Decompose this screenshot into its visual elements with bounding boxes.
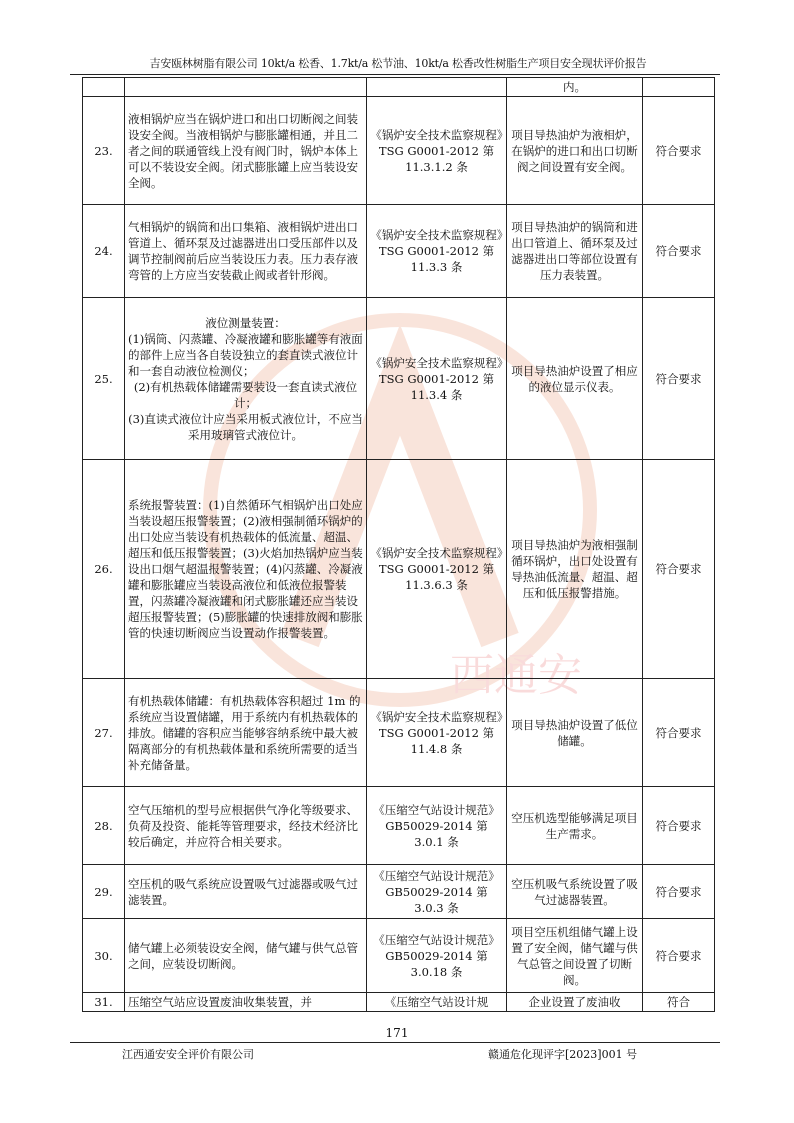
table-row [83, 787, 715, 865]
row-number: 27. [83, 679, 125, 787]
footer-report-code: 赣通危化现评字[2023]001 号 [488, 1048, 638, 1061]
requirement-line: 液位测量装置： [205, 315, 286, 330]
requirement-cell: 气相锅炉的锅筒和出口集箱、液相锅炉进出口管道上、循环泵及过滤器进出口受压部件以及调节控制阀前后应当装设压力表。压力表存液弯管的上方应当安装截止阀或者针形阀。 [125, 205, 367, 298]
result-cell: 符合要求 [643, 865, 715, 919]
table-row [83, 205, 715, 298]
watermark-text: 西通安 [450, 650, 582, 701]
requirement-cell [125, 78, 367, 97]
page-number: 171 [385, 1026, 409, 1040]
row-number: 24. [83, 205, 125, 298]
row-number [83, 78, 125, 97]
situation-cell: 项目导热油炉为液相强制循环锅炉，出口处设置有导热油低流量、超温、超压和低压报警措施。 [507, 460, 643, 679]
requirement-cell [125, 298, 367, 460]
row-number: 29. [83, 865, 125, 919]
requirement-cell: 系统报警装置：(1)自然循环气相锅炉出口处应当装设超压报警装置；(2)液相强制循环锅炉的出口处应当装设有机热载体的低流量、超温、超压和低压报警装置；(3)火焰加热锅炉应当装设出口烟气超温报警装置；(4)闪蒸罐、冷凝液罐和膨胀罐应当装设高液位和低液位报警装置，闪蒸罐冷凝液罐和闭式膨胀罐还应当装设超压报警装置；(5)膨胀罐的快速排放阀和膨胀管的快速切断阀应当设置动作报警装置。 [125, 460, 367, 679]
result-cell: 符合要求 [643, 205, 715, 298]
result-cell: 符合要求 [643, 97, 715, 205]
row-number: 28. [83, 787, 125, 865]
footer-company: 江西通安安全评价有限公司 [122, 1048, 254, 1061]
situation-cell: 空压机吸气系统设置了吸气过滤器装置。 [507, 865, 643, 919]
basis-cell: 《压缩空气站设计规范》GB50029-2014 第 3.0.18 条 [367, 919, 507, 993]
table-row [83, 298, 715, 460]
evaluation-table [82, 77, 715, 1012]
row-number: 26. [83, 460, 125, 679]
basis-cell: 《锅炉安全技术监察规程》TSG G0001-2012 第11.3.3 条 [367, 205, 507, 298]
basis-cell: 《锅炉安全技术监察规程》TSG G0001-2012 第11.3.6.3 条 [367, 460, 507, 679]
situation-cell: 企业设置了废油收 [507, 993, 643, 1012]
header-rule [70, 74, 720, 75]
requirement-cell: 空气压缩机的型号应根据供气净化等级要求、负荷及投资、能耗等管理要求，经技术经济比较后确定，并应符合相关要求。 [125, 787, 367, 865]
requirement-cell: 液相锅炉应当在锅炉进口和出口切断阀之间装设安全阀。当液相锅炉与膨胀罐相通，并且二者之间的联通管线上没有阀门时，锅炉本体上可以不装设安全阀。闭式膨胀罐上应当装设安全阀。 [125, 97, 367, 205]
footer-rule [70, 1042, 720, 1043]
result-cell: 符合要求 [643, 919, 715, 993]
row-number: 23. [83, 97, 125, 205]
basis-cell: 《锅炉安全技术监察规程》TSG G0001-2012 第11.3.4 条 [367, 298, 507, 460]
requirement-line: (3)直读式液位计应当采用板式液位计，不应当采用玻璃管式液位计。 [128, 411, 363, 442]
table-row [83, 78, 715, 97]
result-cell: 符合要求 [643, 460, 715, 679]
row-number: 30. [83, 919, 125, 993]
situation-cell: 项目导热油炉的锅筒和进出口管道上、循环泵及过滤器进出口等部位设置有压力表装置。 [507, 205, 643, 298]
result-cell: 符合要求 [643, 298, 715, 460]
basis-cell [367, 78, 507, 97]
situation-cell: 项目导热油炉设置了低位储罐。 [507, 679, 643, 787]
page-header: 吉安瓯林树脂有限公司 10kt/a 松香、1.7kt/a 松节油、10kt/a 松香改性树脂生产项目安全现状评价报告 [149, 57, 647, 70]
situation-cell: 项目导热油炉为液相炉，在锅炉的进口和出口切断阀之间设置有安全阀。 [507, 97, 643, 205]
basis-cell: 《压缩空气站设计规范》GB50029-2014 第 3.0.1 条 [367, 787, 507, 865]
row-number: 31. [83, 993, 125, 1012]
table-row [83, 865, 715, 919]
requirement-cell: 储气罐上必须装设安全阀，储气罐与供气总管之间，应装设切断阀。 [125, 919, 367, 993]
situation-cell: 内。 [507, 78, 643, 97]
basis-cell: 《锅炉安全技术监察规程》TSG G0001-2012 第11.3.1.2 条 [367, 97, 507, 205]
situation-cell: 项目空压机组储气罐上设置了安全阀，储气罐与供气总管之间设置了切断阀。 [507, 919, 643, 993]
table-row [83, 97, 715, 205]
requirement-line: (2)有机热载体储罐需要装设一套直读式液位计； [133, 379, 358, 410]
basis-cell: 《压缩空气站设计规 [367, 993, 507, 1012]
table-row [83, 993, 715, 1012]
result-cell [643, 78, 715, 97]
basis-cell: 《锅炉安全技术监察规程》TSG G0001-2012 第11.4.8 条 [367, 679, 507, 787]
requirement-cell: 有机热载体储罐：有机热载体容积超过 1m 的系统应当设置储罐，用于系统内有机热载体的排放。储罐的容积应当能够容纳系统中最大被隔离部分的有机热载体量和系统所需要的适当补充储备量。 [125, 679, 367, 787]
result-cell: 符合要求 [643, 787, 715, 865]
situation-cell: 项目导热油炉设置了相应的液位显示仪表。 [507, 298, 643, 460]
table-row [83, 919, 715, 993]
situation-cell: 空压机选型能够满足项目生产需求。 [507, 787, 643, 865]
table-row [83, 460, 715, 679]
row-number: 25. [83, 298, 125, 460]
requirement-cell: 空压机的吸气系统应设置吸气过滤器或吸气过滤装置。 [125, 865, 367, 919]
table-row [83, 679, 715, 787]
requirement-cell: 压缩空气站应设置废油收集装置，并 [125, 993, 367, 1012]
basis-cell: 《压缩空气站设计规范》GB50029-2014 第 3.0.3 条 [367, 865, 507, 919]
result-cell: 符合 [643, 993, 715, 1012]
requirement-line: (1)锅筒、闪蒸罐、冷凝液罐和膨胀罐等有液面的部件上应当各自装设独立的套直读式液位计和一套自动液位检测仪； [128, 331, 363, 378]
result-cell: 符合要求 [643, 679, 715, 787]
